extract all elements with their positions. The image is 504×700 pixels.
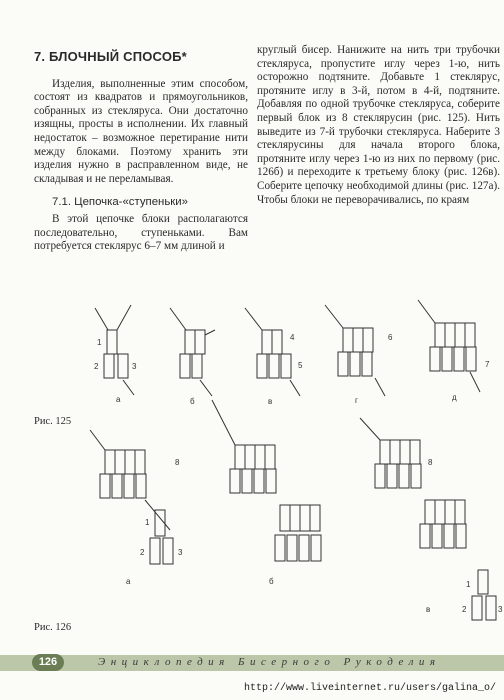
book-title: Энциклопедия Бисерного Рукоделия — [98, 656, 441, 668]
fig126a-num-2: 2 — [140, 548, 145, 557]
subsection-paragraph: В этой цепочке блоки располагаются последовательно, ступеньками. Вам потребуется стеклярус 6–7 мм длиной и — [34, 212, 248, 253]
subsection-title: 7.1. Цепочка-«ступеньки» — [52, 196, 188, 209]
figure-125-caption: Рис. 125 — [34, 416, 72, 427]
fig126v-num-3: 3 — [498, 605, 503, 614]
fig126-label-a: а — [126, 577, 131, 586]
bead-num-5: 5 — [298, 361, 303, 370]
fig125-label-g: г — [355, 396, 358, 405]
fig126-label-v: в — [426, 605, 431, 614]
fig126a-num-1: 1 — [145, 518, 150, 527]
bead-num-6: 6 — [388, 333, 393, 342]
fig126v-num-2: 2 — [462, 605, 467, 614]
fig125-step-v — [245, 308, 300, 396]
bead-num-7: 7 — [485, 360, 490, 369]
fig126a-num-3: 3 — [178, 548, 183, 557]
fig126-step-b — [212, 400, 321, 561]
fig126v-num-8: 8 — [428, 458, 433, 467]
fig125-label-a: а — [116, 395, 121, 404]
fig125-label-d: д — [452, 393, 457, 402]
bead-num-2a: 2 — [94, 362, 99, 371]
fig125-step-g — [325, 305, 385, 396]
page-number: 126 — [32, 654, 64, 671]
fig126v-num-1: 1 — [466, 580, 471, 589]
fig126-step-v — [360, 418, 496, 620]
fig125-step-b — [170, 308, 215, 396]
fig126-label-b: б — [269, 577, 274, 586]
fig126a-num-8: 8 — [175, 458, 180, 467]
section-title: 7. БЛОЧНЫЙ СПОСОБ* — [34, 49, 187, 64]
right-paragraph: круглый бисер. Нанижите на нить три трубочки стекляруса, пропустите иглу через 1-ю, нить осторожно подтяните. Добавьте 1 стеклярус, протяните иглу в 3-й, потом в 4-й, подтяните. Добавляя по одной трубочке стекляруса, соберите первый блок из 8 стеклярусин (рис. 125). Нить выведите из 7-й трубочки стекляруса. Наберите 3 стеклярусины для начала второго блока, протяните иглу через 1-ю из них по первому (рис. 126б) и переходите к третьему блоку (рис. 126в). Соберите цепочку необходимой длины (рис. 127а). Чтобы блоки не переворачивались, по краям — [257, 44, 500, 206]
fig125-label-b: б — [190, 397, 195, 406]
figure-126-caption: Рис. 126 — [34, 622, 72, 633]
fig126-step-a — [90, 430, 173, 564]
watermark-url: http://www.liveinternet.ru/users/galina_o/ — [243, 683, 496, 694]
bead-num-3a: 3 — [132, 362, 137, 371]
intro-paragraph: Изделия, выполненные этим способом, состоят из квадратов и прямоугольников, собранных из стекляруса. Они достаточно изящны, просты в исполнении. Их главный недостаток – возможное перетирание нити между блоками. Поэтому хранить эти изделия нужно в расправленном виде, не складывая и не переламывая. — [34, 77, 248, 185]
fig125-label-v: в — [268, 397, 273, 406]
fig125-step-a — [95, 305, 134, 395]
bead-num-1a: 1 — [97, 338, 102, 347]
bead-num-4: 4 — [290, 333, 295, 342]
fig125-step-d — [418, 300, 480, 392]
